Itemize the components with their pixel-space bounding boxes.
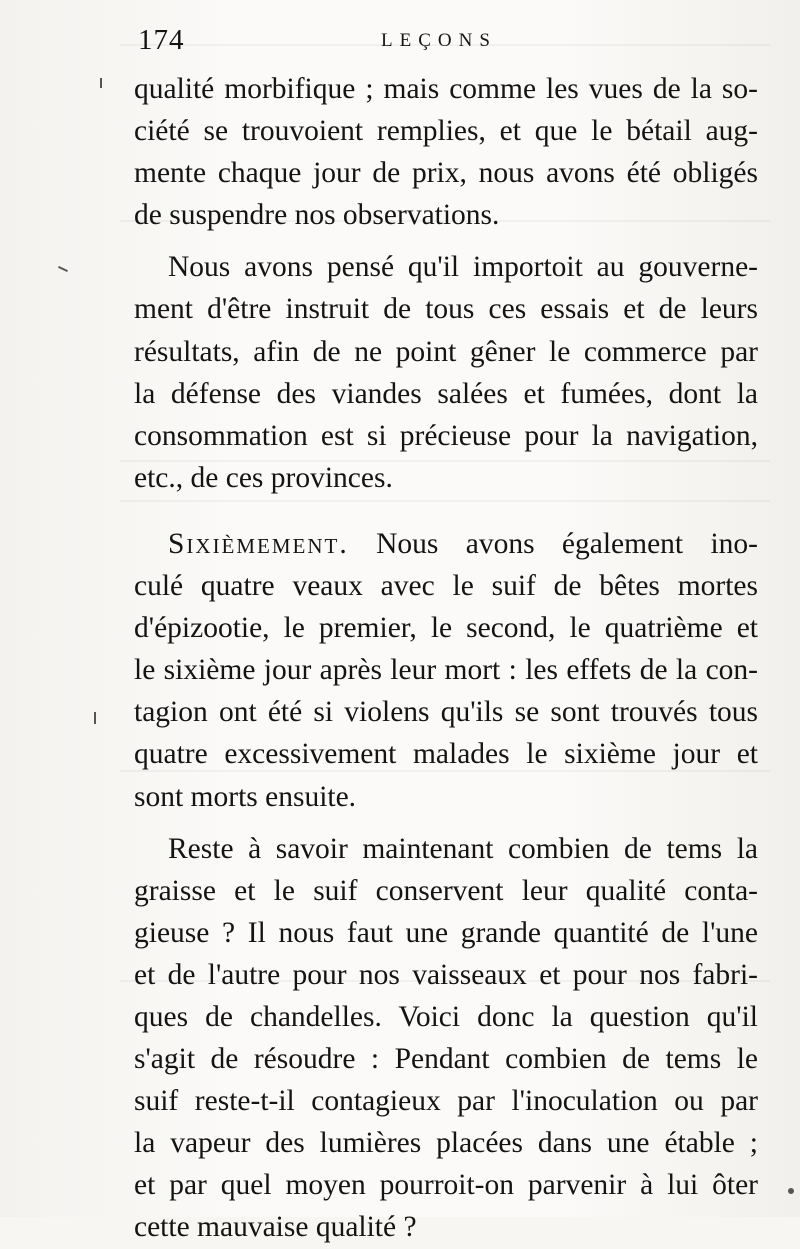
text-line: ques de chandelles. Voici donc la question qu'il (134, 1000, 758, 1033)
text-line: qualité morbifique ; mais comme les vues de la so- (134, 73, 758, 105)
text-line: culé quatre veaux avec le suif de bêtes mortes (134, 570, 758, 603)
paragraph-1 (134, 68, 758, 236)
text-line: ciété se trouvoient remplies, et que le bétail aug- (134, 115, 758, 148)
text-line: la vapeur des lumières placées dans une étable ; (134, 1127, 758, 1160)
text-line: graisse et le suif conservent leur qualité conta- (134, 874, 758, 907)
text-line: sont morts ensuite. (134, 780, 357, 813)
section-lead-word: Sixièmement. (168, 527, 349, 560)
text-line: cette mauvaise qualité ? (134, 1211, 417, 1244)
text-line: Nous avons pensé qu'il importoit au gouverne- (168, 251, 758, 284)
text-line: consommation est si précieuse pour la navigation, (134, 419, 758, 452)
text-line-with-lead (134, 523, 758, 565)
text-line: quatre excessivement malades le sixième jour et (134, 738, 758, 771)
paragraph-2 (134, 246, 758, 499)
text-line: Reste à savoir maintenant combien de tems la (168, 832, 758, 865)
paragraph-3 (134, 523, 758, 818)
margin-speck (58, 266, 68, 272)
text-line: de suspendre nos observations. (134, 199, 500, 232)
margin-speck (100, 78, 102, 88)
text-line: suif reste-t-il contagieux par l'inoculation ou par (134, 1085, 758, 1118)
text-line: gieuse ? Il nous faut une grande quantité de l'une (134, 916, 758, 949)
text-line: ment d'être instruit de tous ces essais et de leurs (134, 293, 758, 326)
body-text (134, 68, 758, 1249)
text-line: tagion ont été si violens qu'ils se sont trouvés tous (134, 696, 758, 729)
page-number: 174 (138, 24, 185, 56)
text-line-rest: Nous avons également ino- (348, 527, 758, 560)
margin-speck (94, 712, 96, 724)
page-header (138, 20, 758, 60)
text-line: etc., de ces provinces. (134, 461, 393, 494)
margin-speck (788, 1188, 794, 1194)
text-line: s'agit de résoudre : Pendant combien de tems le (134, 1043, 758, 1076)
text-line: la défense des viandes salées et fumées, dont la (134, 377, 758, 410)
text-line: le sixième jour après leur mort : les effets de la con- (134, 654, 758, 687)
text-line: mente chaque jour de prix, nous avons été obligés (134, 157, 758, 190)
text-line: d'épizootie, le premier, le second, le quatrième et (134, 612, 758, 645)
text-line: et de l'autre pour nos vaisseaux et pour nos fabri- (134, 958, 758, 991)
text-line: résultats, afin de ne point gêner le commerce par (134, 335, 758, 368)
running-head: LEÇONS (381, 30, 497, 51)
paragraph-4 (134, 828, 758, 1249)
text-line: et par quel moyen pourroit-on parvenir à lui ôter (134, 1169, 758, 1202)
